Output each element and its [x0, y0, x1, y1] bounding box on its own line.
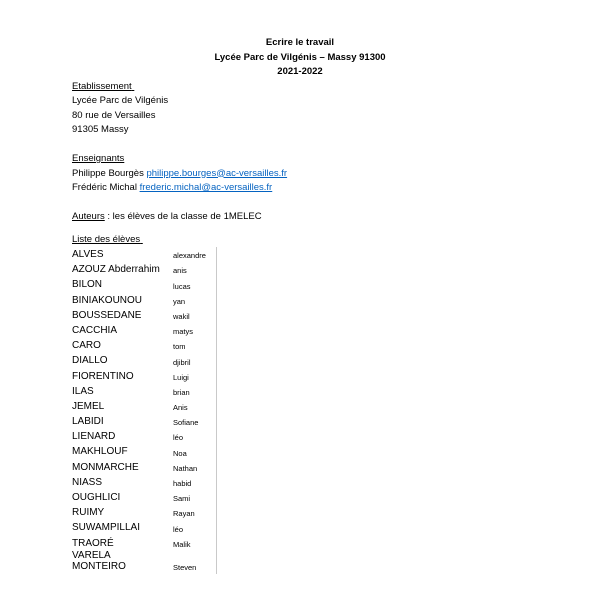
blank-line: [0, 138, 600, 153]
authors-line: [72, 210, 600, 225]
student-row: [72, 490, 217, 505]
student-first-name: lucas: [173, 277, 217, 292]
teacher-line: [72, 181, 600, 196]
student-row: [72, 247, 217, 262]
student-last-name: DIALLO: [72, 355, 108, 367]
student-row: [72, 353, 217, 368]
student-last-name: NIASS: [72, 476, 103, 488]
student-first-name: Noa: [173, 444, 217, 459]
establishment-city: 91305 Massy: [72, 124, 129, 135]
students-heading-line: [72, 233, 600, 248]
student-last-name: CARO: [72, 340, 101, 352]
teacher-name: Philippe Bourgès: [72, 167, 144, 179]
student-row: [72, 384, 217, 399]
student-row: [72, 369, 217, 384]
student-last-name: FIORENTINO: [72, 370, 134, 382]
student-first-name: léo: [173, 520, 217, 535]
school-line: Lycée Parc de Vilgénis – Massy 91300: [214, 51, 386, 63]
student-row: [72, 429, 217, 444]
student-first-name: Steven: [173, 549, 217, 574]
student-first-name: Sami: [173, 490, 217, 505]
student-first-name: Malik: [173, 536, 217, 549]
student-last-name: AZOUZ Abderrahim: [72, 264, 160, 276]
establishment-heading-line: [72, 80, 600, 95]
student-last-name: MAKHLOUF: [72, 446, 128, 458]
student-first-name: anis: [173, 262, 217, 277]
student-row: [72, 399, 217, 414]
student-first-name: Luigi: [173, 369, 217, 384]
student-last-name: BOUSSEDANE: [72, 309, 142, 321]
student-first-name: brian: [173, 384, 217, 399]
student-row: [72, 308, 217, 323]
student-last-name: BINIAKOUNOU: [72, 294, 143, 306]
student-first-name: matys: [173, 323, 217, 338]
document-title: Ecrire le travail: [265, 37, 335, 48]
student-row: [72, 262, 217, 277]
student-row: [72, 505, 217, 520]
student-last-name: VARELA MONTEIRO: [72, 549, 126, 573]
student-first-name: tom: [173, 338, 217, 353]
student-row: [72, 460, 217, 475]
student-last-name: LABIDI: [72, 416, 104, 428]
establishment-section: [0, 80, 600, 138]
student-row: [72, 293, 217, 308]
teachers-section: [0, 152, 600, 196]
students-heading: Liste des élèves: [72, 234, 141, 245]
student-row: [72, 549, 217, 574]
establishment-heading: Etablissement: [72, 80, 132, 92]
teacher-name: Frédéric Michal: [72, 182, 137, 193]
student-row: [72, 520, 217, 535]
student-first-name: habid: [173, 475, 217, 490]
student-row: [72, 475, 217, 490]
teacher-email-link[interactable]: philippe.bourges@ac-versailles.fr: [146, 167, 288, 179]
student-first-name: Anis: [173, 399, 217, 414]
student-last-name: CACCHIA: [72, 324, 118, 336]
authors-label: Auteurs: [72, 211, 105, 222]
teachers-heading-line: [72, 152, 600, 167]
teachers-heading: Enseignants: [72, 153, 125, 164]
student-row: [72, 323, 217, 338]
student-first-name: Nathan: [173, 460, 217, 475]
student-list: [72, 247, 217, 574]
blank-line: [0, 196, 600, 211]
student-row: [72, 277, 217, 292]
student-row: [72, 536, 217, 549]
student-row: [72, 414, 217, 429]
teacher-line: [72, 167, 600, 182]
student-last-name: JEMEL: [72, 400, 105, 412]
document-header: [0, 36, 600, 80]
student-row: [72, 338, 217, 353]
student-last-name: ALVES: [72, 249, 104, 260]
student-last-name: ILAS: [72, 385, 94, 397]
school-year: 2021-2022: [277, 66, 323, 77]
student-last-name: LIENARD: [72, 431, 116, 443]
authors-section: [0, 210, 600, 225]
student-first-name: léo: [173, 429, 217, 444]
establishment-name: Lycée Parc de Vilgénis: [72, 95, 169, 106]
student-first-name: wakil: [173, 308, 217, 323]
teacher-email-link[interactable]: frederic.michal@ac-versailles.fr: [139, 182, 273, 193]
student-last-name: SUWAMPILLAI: [72, 522, 140, 534]
student-first-name: djibril: [173, 353, 217, 368]
student-first-name: Sofiane: [173, 414, 217, 429]
student-last-name: RUIMY: [72, 507, 105, 519]
student-last-name: MONMARCHE: [72, 461, 139, 473]
student-last-name: BILON: [72, 279, 103, 291]
student-last-name: OUGHLICI: [72, 492, 121, 503]
students-heading-section: [0, 233, 600, 248]
student-first-name: alexandre: [173, 247, 217, 262]
establishment-street: 80 rue de Versailles: [72, 109, 156, 121]
document-body: [0, 36, 600, 248]
authors-text: : les élèves de la classe de 1MELEC: [107, 211, 262, 222]
student-last-name: TRAORÉ: [72, 537, 114, 549]
student-first-name: Rayan: [173, 505, 217, 520]
student-row: [72, 444, 217, 459]
student-first-name: yan: [173, 293, 217, 308]
